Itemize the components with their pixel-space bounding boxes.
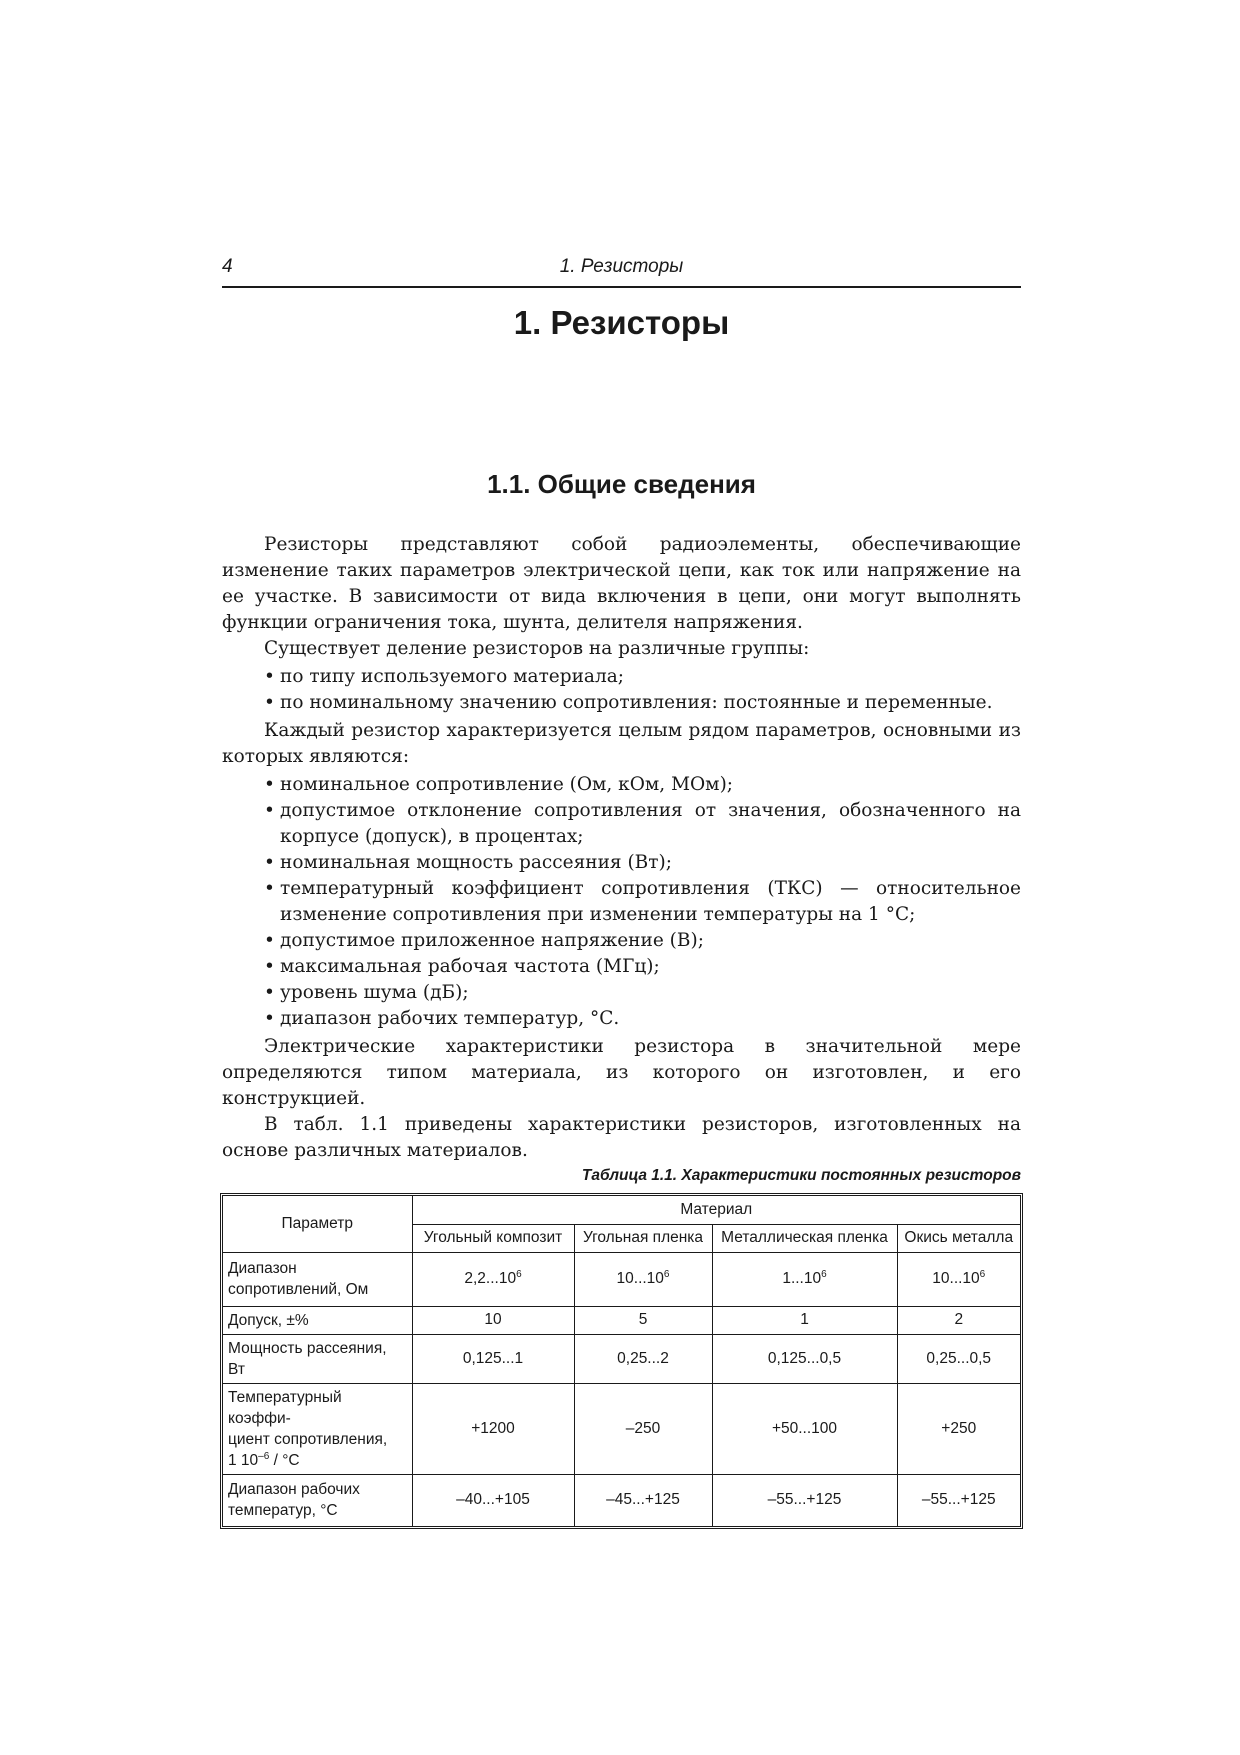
table-cell: –250	[574, 1383, 712, 1474]
table-cell: 0,25...0,5	[897, 1334, 1020, 1383]
list-item: • по типу используемого материала;	[222, 664, 1021, 690]
page-number: 4	[222, 256, 233, 277]
table-caption: Таблица 1.1. Характеристики постоянных резисторов	[581, 1167, 1021, 1184]
bullet-icon: •	[264, 666, 275, 687]
table-cell: –40...+105	[412, 1474, 574, 1526]
table-row	[223, 1306, 1020, 1334]
list-item: • номинальная мощность рассеяния (Вт);	[222, 850, 1021, 876]
table-cell: 1	[712, 1306, 897, 1334]
table-row	[223, 1252, 1020, 1306]
table-cell: +1200	[412, 1383, 574, 1474]
header-material: Материал	[412, 1196, 1020, 1224]
list-item: • допустимое отклонение сопротивления от значения, обозначенного на корпусе (допуск), в процентах;	[264, 800, 1021, 847]
table-cell: 10...10$^6$	[574, 1252, 712, 1306]
table-cell-param: Температурный коэффи- циент сопротивления, 1 $10^{-6} / ^\circ С$	[223, 1383, 412, 1474]
paragraph-intro: Резисторы представляют собой радиоэлементы, обеспечивающие изменение таких параметров электрической цепи, как ток или напряжение на ее участке. В зависимости от вида включения в цепи, они могут выполнять функции ограничения тока, шунта, делителя напряжения.	[222, 534, 1021, 633]
chapter-title: 1. Резисторы	[513, 304, 730, 341]
bullet-icon: •	[264, 692, 275, 713]
resistor-table	[220, 1193, 1023, 1529]
bullet-icon: •	[264, 800, 275, 821]
list-item: • номинальное сопротивление (Ом, кОм, МОм);	[222, 772, 1021, 798]
table-cell-param: Мощность рассеяния, Вт	[223, 1334, 412, 1383]
bullet-icon: •	[264, 774, 275, 795]
table-cell: 10	[412, 1306, 574, 1334]
table-cell: +50...100	[712, 1383, 897, 1474]
list-item: • допустимое приложенное напряжение (В);	[222, 928, 1021, 954]
list-item: • уровень шума (дБ);	[222, 980, 1021, 1006]
table-cell: +250	[897, 1383, 1020, 1474]
bullet-icon: •	[264, 956, 275, 977]
header-material-type: Угольный композит	[412, 1224, 574, 1252]
body-text	[222, 532, 1021, 1164]
table-cell: 2	[897, 1306, 1020, 1334]
table-row	[223, 1474, 1020, 1526]
table-cell: 0,125...0,5	[712, 1334, 897, 1383]
table-row	[223, 1334, 1020, 1383]
header-material-type: Металлическая пленка	[712, 1224, 897, 1252]
table-cell: –55...+125	[897, 1474, 1020, 1526]
table-cell-param: Диапазон сопротивлений, Ом	[223, 1252, 412, 1306]
paragraph-table-ref: В табл. 1.1 приведены характеристики резисторов, изготовленных на основе различных материалов.	[222, 1114, 1021, 1161]
paragraph-materials: Электрические характеристики резистора в значительной мере определяются типом материала, из которого он изготовлен, и его конструкцией.	[222, 1036, 1021, 1109]
table-cell: –45...+125	[574, 1474, 712, 1526]
params-list	[222, 772, 1021, 1032]
header-parameter: Параметр	[223, 1196, 412, 1252]
table-row	[223, 1383, 1020, 1474]
bullet-icon: •	[264, 930, 275, 951]
list-item: • максимальная рабочая частота (МГц);	[222, 954, 1021, 980]
section-title: 1.1. Общие сведения	[487, 469, 756, 499]
table-cell-param: Допуск, ±%	[223, 1306, 412, 1334]
table-cell: 0,125...1	[412, 1334, 574, 1383]
list-item: • температурный коэффициент сопротивления (ТКС) — относительное изменение сопротивления при изменении температуры на 1 °С;	[264, 878, 1021, 925]
bullet-icon: •	[264, 878, 275, 899]
table-cell-param: Диапазон рабочих температур, °С	[223, 1474, 412, 1526]
bullet-icon: •	[264, 982, 275, 1003]
table-cell: 1...10$^6$	[712, 1252, 897, 1306]
running-title: 1. Резисторы	[559, 256, 684, 277]
header-material-type: Угольная пленка	[574, 1224, 712, 1252]
list-item: • по номинальному значению сопротивления: постоянные и переменные.	[222, 690, 1021, 716]
paragraph-groups: Существует деление резисторов на различные группы:	[264, 638, 810, 659]
bullet-icon: •	[264, 1008, 275, 1029]
paragraph-params: Каждый резистор характеризуется целым рядом параметров, основными из которых являются:	[222, 720, 1021, 767]
running-header	[222, 252, 1021, 288]
list-item: • диапазон рабочих температур, °С.	[222, 1006, 1021, 1032]
table-cell: –55...+125	[712, 1474, 897, 1526]
table-cell: 10...10$^6$	[897, 1252, 1020, 1306]
bullet-icon: •	[264, 852, 275, 873]
table-cell: 0,25...2	[574, 1334, 712, 1383]
table-cell: 2,2...10$^6$	[412, 1252, 574, 1306]
groups-list	[222, 664, 1021, 716]
table-cell: 5	[574, 1306, 712, 1334]
header-material-type: Окись металла	[897, 1224, 1020, 1252]
